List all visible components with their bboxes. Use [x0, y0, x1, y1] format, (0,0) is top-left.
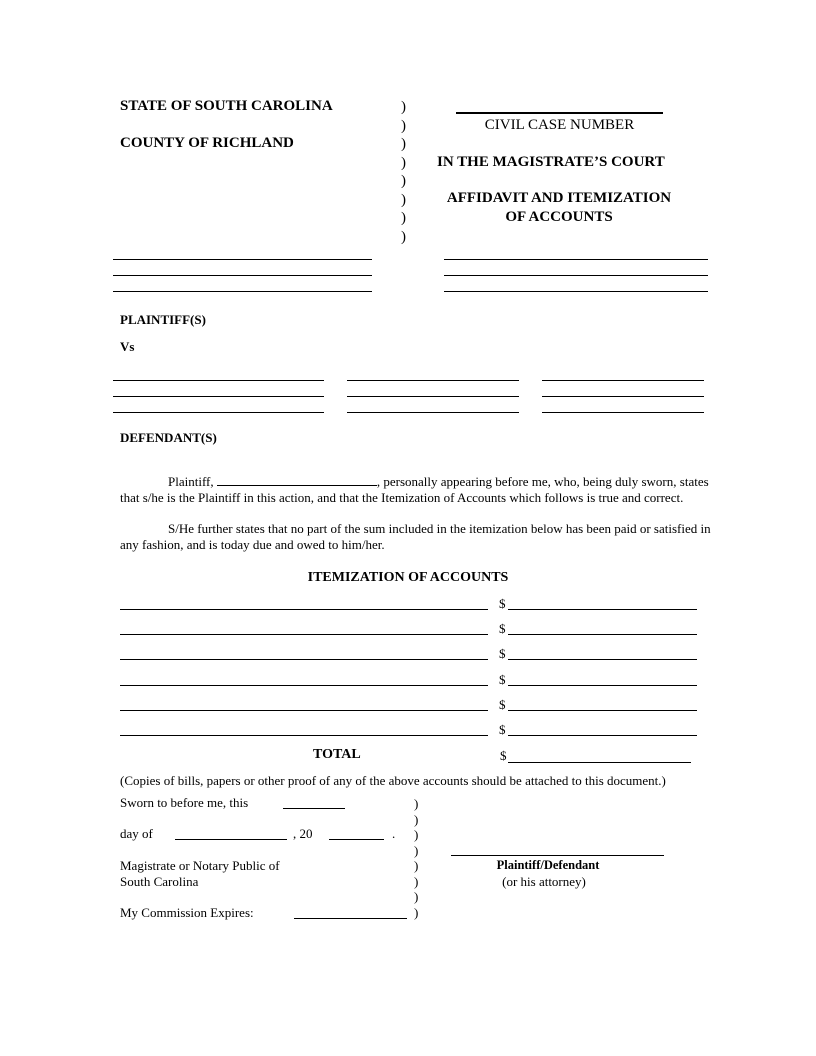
defendant-label: DEFENDANT(S) — [120, 430, 217, 445]
plaintiff-line-left[interactable] — [113, 291, 372, 292]
plaintiff-label: PLAINTIFF(S) — [120, 312, 206, 327]
commission-date-field[interactable] — [294, 918, 407, 919]
item-description-field[interactable] — [120, 609, 488, 610]
affidavit-paragraph-2 — [120, 521, 720, 553]
itemization-heading: ITEMIZATION OF ACCOUNTS — [307, 570, 509, 585]
versus-label: Vs — [120, 339, 135, 354]
item-currency: $ — [499, 621, 506, 637]
paren: ) — [401, 210, 406, 226]
plaintiff-line-right[interactable] — [444, 275, 708, 276]
paren: ) — [401, 136, 406, 152]
paren: ) — [401, 99, 406, 115]
attachment-note: (Copies of bills, papers or other proof of any of the above accounts should be attached to this document.) — [120, 773, 666, 788]
total-currency: $ — [500, 748, 507, 763]
paren: ) — [414, 889, 419, 904]
item-currency: $ — [499, 671, 506, 687]
paren: ) — [401, 228, 406, 245]
item-amount-field[interactable] — [508, 634, 697, 635]
sworn-day-field[interactable] — [283, 808, 345, 809]
plaintiff-line-right[interactable] — [444, 291, 708, 292]
period: . — [392, 826, 396, 841]
item-amount-field[interactable] — [508, 685, 697, 686]
defendant-line[interactable] — [113, 412, 324, 413]
affidavit-paragraph-1 — [120, 474, 720, 506]
defendant-line[interactable] — [542, 396, 704, 397]
item-currency: $ — [499, 596, 506, 611]
year-field[interactable] — [329, 839, 384, 840]
item-amount-field[interactable] — [508, 659, 697, 660]
affidavit-p1-suffix: , personally appearing before me, who, being duly sworn, — [376, 474, 677, 489]
item-description-field[interactable] — [120, 685, 488, 686]
paren: ) — [401, 117, 406, 134]
commission-label: My Commission Expires: — [120, 905, 254, 920]
defendant-line[interactable] — [113, 396, 324, 397]
defendant-line[interactable] — [347, 396, 519, 397]
defendant-line[interactable] — [542, 412, 704, 413]
defendant-line[interactable] — [542, 380, 704, 381]
defendant-line[interactable] — [347, 412, 519, 413]
signer-sublabel: (or his attorney) — [502, 874, 586, 889]
plaintiff-line-left[interactable] — [113, 259, 372, 260]
paren: ) — [414, 873, 419, 889]
item-description-field[interactable] — [120, 735, 488, 736]
item-amount-field[interactable] — [508, 609, 697, 610]
total-amount-field[interactable] — [508, 762, 691, 763]
paren: ) — [414, 858, 419, 873]
paren: ) — [401, 173, 406, 189]
paren: ) — [414, 904, 419, 920]
item-amount-field[interactable] — [508, 710, 697, 711]
affidavit-p1-prefix: Plaintiff, — [168, 474, 214, 489]
case-number-label: CIVIL CASE NUMBER — [484, 117, 635, 133]
plaintiff-name-field[interactable] — [217, 474, 377, 486]
item-amount-field[interactable] — [508, 735, 697, 736]
item-description-field[interactable] — [120, 634, 488, 635]
month-field[interactable] — [175, 839, 287, 840]
item-currency: $ — [499, 696, 506, 712]
paren: ) — [414, 811, 419, 827]
year-prefix: , 20 — [293, 826, 313, 841]
magistrate-label-line2: South Carolina — [120, 874, 199, 889]
affidavit-p1-rest: states that s/he is the Plaintiff in this action, and that the Itemization of Accounts which follows is true and correct. — [120, 474, 709, 505]
affidavit-title-line1: AFFIDAVIT AND ITEMIZATION — [446, 190, 672, 206]
plaintiff-line-right[interactable] — [444, 259, 708, 260]
paren: ) — [401, 154, 406, 171]
paren: ) — [414, 842, 419, 858]
sworn-label: Sworn to before me, this — [120, 795, 249, 810]
case-number-field[interactable] — [456, 112, 663, 114]
magistrate-label-line1: Magistrate or Notary Public of — [120, 858, 280, 873]
state-title: STATE OF SOUTH CAROLINA — [120, 98, 333, 114]
affidavit-p2-text: S/He further states that no part of the sum included in the itemization below has been paid or satisfied in any fashion, and is today due and owed to him/her. — [120, 521, 711, 552]
court-title: IN THE MAGISTRATE’S COURT — [437, 154, 665, 170]
signature-line[interactable] — [451, 855, 664, 856]
defendant-line[interactable] — [113, 380, 324, 381]
paren: ) — [401, 191, 406, 208]
item-currency: $ — [499, 646, 506, 662]
item-description-field[interactable] — [120, 710, 488, 711]
total-label: TOTAL — [313, 747, 361, 762]
affidavit-title-line2: OF ACCOUNTS — [505, 209, 613, 225]
plaintiff-line-left[interactable] — [113, 275, 372, 276]
day-of-label: day of — [120, 826, 153, 841]
paren: ) — [414, 796, 419, 811]
county-title: COUNTY OF RICHLAND — [120, 135, 294, 151]
signer-label: Plaintiff/Defendant — [496, 858, 600, 872]
item-currency: $ — [499, 722, 506, 737]
paren: ) — [414, 827, 419, 842]
item-description-field[interactable] — [120, 659, 488, 660]
defendant-line[interactable] — [347, 380, 519, 381]
